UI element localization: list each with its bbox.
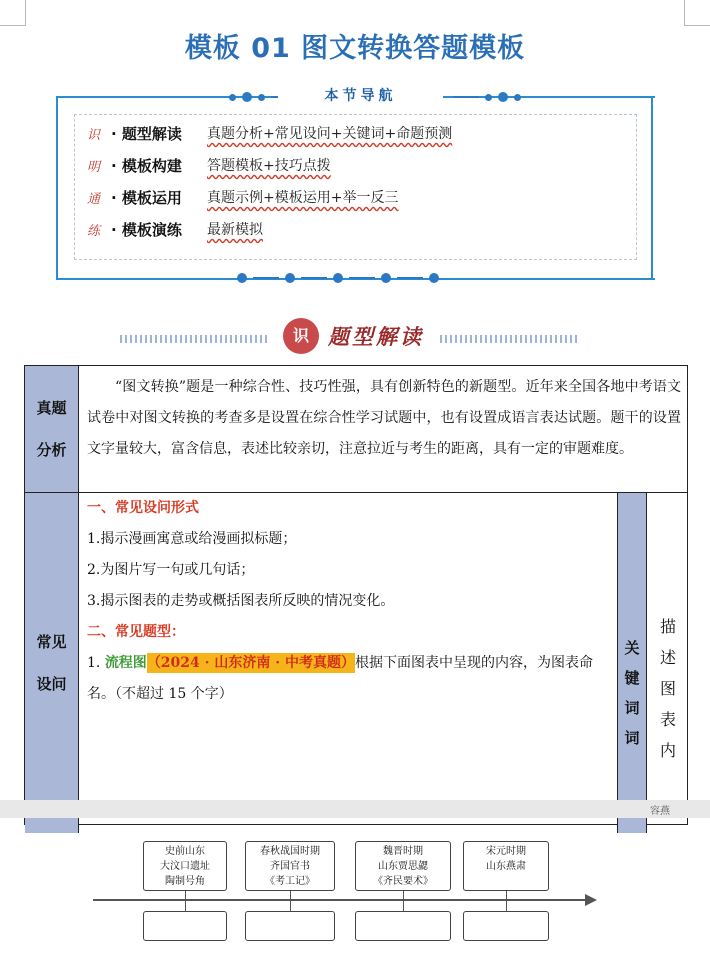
page-corner-mark-right — [684, 0, 710, 26]
nav-top-decoration-right — [450, 92, 524, 102]
nav-item-char: 识 — [87, 127, 101, 143]
timeline-lower-box — [355, 911, 451, 941]
nav-item-name: · 模板演练 — [111, 220, 182, 239]
timeline-box-song-yuan: 宋元时期 山东燕肃 — [463, 841, 549, 891]
page-title: 模板 01 图文转换答题模板 — [184, 33, 526, 64]
list-item: 2.为图片写一句或几句话； — [87, 562, 255, 578]
nav-item-apply[interactable] — [87, 185, 398, 209]
keyword-label-cell: 关 键 词 词 — [617, 493, 647, 833]
nav-item-char: 练 — [87, 223, 101, 239]
table-row-common-questions — [25, 493, 687, 887]
nav-item-build[interactable] — [87, 153, 331, 177]
nav-item-desc: 真题示例+模板运用+举一反三 — [207, 190, 399, 206]
timeline-box-spring-autumn: 春秋战国时期 齐国官书 《考工记》 — [245, 841, 335, 891]
question-1: 1. 流程图（2024 · 山东济南 · 中考真题）根据下面图表中呈现的内容，为图表命名。（不超过 15 个字） — [87, 655, 594, 702]
timeline-lower-box — [143, 911, 227, 941]
question-source-highlight: （2024 · 山东济南 · 中考真题） — [146, 655, 356, 671]
banner-title: 题型解读 — [328, 324, 424, 349]
analysis-text: “图文转换”题是一种综合性、技巧性强，具有创新特色的新题型。近年来全国各地中考语文试卷中对图文转换的考查多是设置在综合性学习试题中，也有设置成语言表达试题。题干的设置文字量较大，富含信息，表述比较亲切，注意拉近与考生的距离，具有一定的审题难度。 — [87, 379, 681, 457]
question-type-table — [24, 365, 688, 887]
nav-bottom-decoration — [234, 273, 442, 283]
timeline-arrow — [93, 899, 587, 901]
status-bar — [0, 800, 710, 818]
page-corner-mark-left — [0, 0, 26, 26]
nav-item-desc: 最新模拟 — [207, 222, 263, 238]
list-item: 3.揭示图表的走势或概括图表所反映的情况变化。 — [87, 593, 395, 609]
keyword-description: 描 述 图 表 内 — [659, 617, 676, 760]
section-navigation-box — [56, 88, 653, 280]
nav-inner-box — [74, 114, 637, 260]
timeline-lower-box — [245, 911, 335, 941]
section-heading-types: 二、常见题型： — [87, 624, 185, 640]
nav-item-name: · 题型解读 — [111, 124, 182, 143]
row-label-questions: 常见 设问 — [25, 493, 79, 833]
table-row-analysis — [25, 366, 687, 493]
section-heading-forms: 一、常见设问形式 — [87, 500, 199, 516]
nav-item-practice[interactable] — [87, 217, 263, 241]
nav-item-name: · 模板运用 — [111, 188, 182, 207]
questions-content — [87, 493, 615, 710]
nav-heading: 本节导航 — [278, 86, 443, 106]
nav-item-char: 明 — [87, 159, 101, 175]
question-type-tag: 流程图 — [104, 655, 147, 671]
nav-item-desc: 真题分析+常见设问+关键词+命题预测 — [207, 126, 453, 142]
nav-item-char: 通 — [87, 191, 101, 207]
banner-hatch-left — [120, 335, 270, 343]
timeline-box-wei-jin: 魏晋时期 山东贾思勰 《齐民要术》 — [355, 841, 451, 891]
row-label-analysis: 真题 分析 — [25, 366, 79, 492]
banner-hatch-right — [440, 335, 580, 343]
section-banner — [0, 313, 710, 353]
status-note: 容燕 — [650, 806, 670, 817]
nav-item-desc: 答题模板+技巧点拨 — [207, 158, 331, 174]
nav-item-interpret[interactable] — [87, 121, 452, 145]
list-item: 1.揭示漫画寓意或给漫画拟标题； — [87, 531, 297, 547]
timeline-diagram — [93, 841, 593, 961]
seal-icon: 识 — [283, 318, 319, 354]
timeline-arrowhead — [585, 894, 597, 906]
nav-item-name: · 模板构建 — [111, 156, 182, 175]
timeline-box-prehistoric: 史前山东 大汶口遗址 陶制号角 — [143, 841, 227, 891]
timeline-lower-box — [463, 911, 549, 941]
